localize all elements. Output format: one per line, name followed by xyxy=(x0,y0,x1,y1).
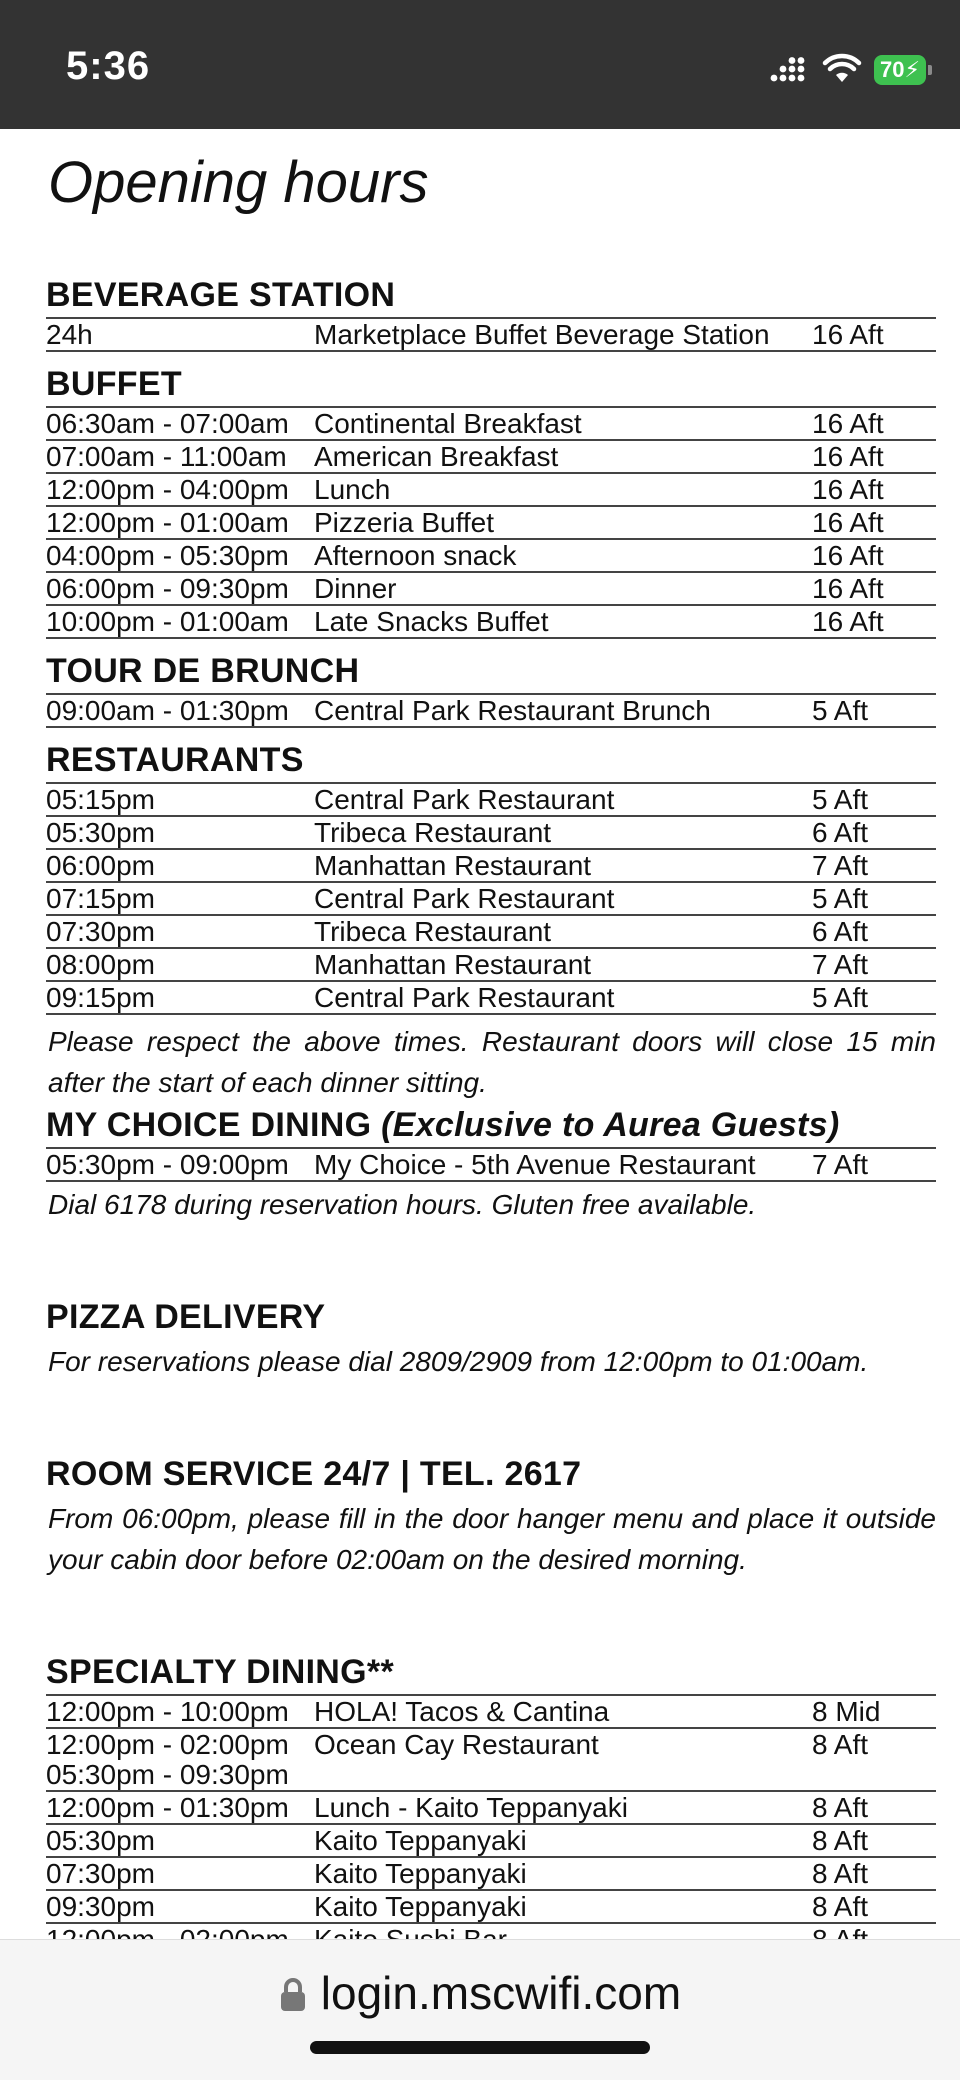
row-venue: Tribeca Restaurant xyxy=(314,816,812,849)
row-time: 24h xyxy=(46,318,314,351)
row-time: 12:00pm - 01:30pm xyxy=(46,1791,314,1824)
row-time: 10:00pm - 01:00am xyxy=(46,605,314,638)
row-time: 09:30pm xyxy=(46,1890,314,1923)
url-text: login.mscwifi.com xyxy=(320,1967,682,2019)
row-venue: Ocean Cay Restaurant xyxy=(314,1728,812,1791)
row-deck: 7 Aft xyxy=(812,1148,936,1181)
pizza-note: For reservations please dial 2809/2909 from 12:00pm to 01:00am. xyxy=(48,1346,869,1377)
status-icons xyxy=(770,50,926,90)
row-deck: 5 Aft xyxy=(812,882,936,915)
row-time: 08:00pm xyxy=(46,948,314,981)
buffet-table xyxy=(46,406,936,639)
brunch-table xyxy=(46,693,936,728)
section-title-specialty: SPECIALTY DINING** xyxy=(46,1653,394,1691)
row-venue: American Breakfast xyxy=(314,440,812,473)
row-deck: 16 Aft xyxy=(812,318,936,351)
beverage-table xyxy=(46,317,936,352)
section-title-restaurants: RESTAURANTS xyxy=(46,741,304,779)
home-indicator xyxy=(310,2041,650,2054)
section-title-pizza: PIZZA DELIVERY xyxy=(46,1298,326,1336)
row-deck: 5 Aft xyxy=(812,783,936,816)
browser-address-bar[interactable] xyxy=(0,1939,960,2080)
row-deck: 7 Aft xyxy=(812,948,936,981)
table-row xyxy=(46,318,936,351)
row-deck: 16 Aft xyxy=(812,539,936,572)
row-deck: 7 Aft xyxy=(812,849,936,882)
row-deck: 8 Aft xyxy=(812,1791,936,1824)
row-deck: 8 Aft xyxy=(812,1728,936,1791)
row-deck: 5 Aft xyxy=(812,694,936,727)
page-title: Opening hours xyxy=(48,150,429,215)
table-row xyxy=(46,1824,936,1857)
row-deck: 8 Mid xyxy=(812,1695,936,1728)
row-deck: 6 Aft xyxy=(812,915,936,948)
row-deck: 16 Aft xyxy=(812,605,936,638)
row-time: 04:00pm - 05:30pm xyxy=(46,539,314,572)
restaurants-table xyxy=(46,782,936,1015)
row-time: 07:30pm xyxy=(46,915,314,948)
status-bar xyxy=(0,0,960,129)
row-deck: 16 Aft xyxy=(812,473,936,506)
table-row xyxy=(46,1148,936,1181)
row-time: 05:30pm - 09:00pm xyxy=(46,1148,314,1181)
row-deck: 8 Aft xyxy=(812,1824,936,1857)
restaurants-note: Please respect the above times. Restaurant doors will close 15 min after the start of each dinner sitting. xyxy=(48,1026,936,1098)
row-venue: Lunch xyxy=(314,473,812,506)
table-row xyxy=(46,1728,936,1791)
section-title-mychoice xyxy=(46,1103,936,1147)
row-venue: Manhattan Restaurant xyxy=(314,948,812,981)
table-row xyxy=(46,1890,936,1923)
table-row xyxy=(46,948,936,981)
row-venue: Afternoon snack xyxy=(314,539,812,572)
row-time: 12:00pm - 04:00pm xyxy=(46,473,314,506)
roomservice-note: From 06:00pm, please fill in the door hanger menu and place it outside your cabin door before 02:00am on the desired morning. xyxy=(48,1503,936,1575)
row-venue: Tribeca Restaurant xyxy=(314,915,812,948)
row-time: 07:00am - 11:00am xyxy=(46,440,314,473)
row-venue: Kaito Teppanyaki xyxy=(314,1890,812,1923)
lock-icon xyxy=(279,1977,307,2013)
table-row xyxy=(46,506,936,539)
table-row xyxy=(46,981,936,1014)
row-venue: Late Snacks Buffet xyxy=(314,605,812,638)
row-deck: 16 Aft xyxy=(812,572,936,605)
section-title-roomservice: ROOM SERVICE 24/7 | TEL. 2617 xyxy=(46,1455,582,1493)
row-venue: Dinner xyxy=(314,572,812,605)
table-row xyxy=(46,572,936,605)
row-deck: 16 Aft xyxy=(812,506,936,539)
row-venue: Continental Breakfast xyxy=(314,407,812,440)
row-deck: 16 Aft xyxy=(812,407,936,440)
table-row xyxy=(46,694,936,727)
row-time: 06:00pm - 09:30pm xyxy=(46,572,314,605)
row-time: 05:15pm xyxy=(46,783,314,816)
row-venue: Central Park Restaurant xyxy=(314,783,812,816)
row-venue: Marketplace Buffet Beverage Station xyxy=(314,318,812,351)
table-row xyxy=(46,605,936,638)
row-venue: Kaito Teppanyaki xyxy=(314,1824,812,1857)
table-row xyxy=(46,473,936,506)
wifi-icon xyxy=(824,56,860,84)
row-deck: 8 Aft xyxy=(812,1890,936,1923)
row-time: 06:30am - 07:00am xyxy=(46,407,314,440)
mychoice-note: Dial 6178 during reservation hours. Gluten free available. xyxy=(48,1189,757,1220)
table-row xyxy=(46,915,936,948)
mychoice-table xyxy=(46,1147,936,1182)
section-title-buffet: BUFFET xyxy=(46,365,182,403)
row-venue: My Choice - 5th Avenue Restaurant xyxy=(314,1148,812,1181)
row-venue: HOLA! Tacos & Cantina xyxy=(314,1695,812,1728)
row-venue: Central Park Restaurant Brunch xyxy=(314,694,812,727)
table-row xyxy=(46,1695,936,1728)
table-row xyxy=(46,1791,936,1824)
url-display[interactable] xyxy=(0,1966,960,2020)
row-time: 09:00am - 01:30pm xyxy=(46,694,314,727)
row-time: 09:15pm xyxy=(46,981,314,1014)
table-row xyxy=(46,1857,936,1890)
row-venue: Lunch - Kaito Teppanyaki xyxy=(314,1791,812,1824)
row-time: 12:00pm - 01:00am xyxy=(46,506,314,539)
row-time: 12:00pm - 10:00pm xyxy=(46,1695,314,1728)
row-time: 05:30pm xyxy=(46,1824,314,1857)
row-venue: Central Park Restaurant xyxy=(314,981,812,1014)
row-venue: Kaito Teppanyaki xyxy=(314,1857,812,1890)
mychoice-title: MY CHOICE DINING xyxy=(46,1106,372,1144)
table-row xyxy=(46,882,936,915)
section-title-beverage: BEVERAGE STATION xyxy=(46,276,396,314)
status-time: 5:36 xyxy=(66,44,151,88)
battery-icon: 70 ⚡ xyxy=(874,55,926,85)
row-time: 07:30pm xyxy=(46,1857,314,1890)
row-deck: 8 Aft xyxy=(812,1857,936,1890)
row-deck: 6 Aft xyxy=(812,816,936,849)
row-time xyxy=(46,1728,314,1791)
row-time: 07:15pm xyxy=(46,882,314,915)
row-deck: 5 Aft xyxy=(812,981,936,1014)
row-time: 05:30pm xyxy=(46,816,314,849)
mychoice-subtitle: (Exclusive to Aurea Guests) xyxy=(381,1106,840,1144)
table-row xyxy=(46,539,936,572)
battery-level: 70 xyxy=(880,57,905,82)
table-row xyxy=(46,816,936,849)
page-content xyxy=(46,129,936,1939)
row-venue: Pizzeria Buffet xyxy=(314,506,812,539)
table-row xyxy=(46,783,936,816)
section-title-brunch: TOUR DE BRUNCH xyxy=(46,652,360,690)
table-row xyxy=(46,407,936,440)
row-venue: Manhattan Restaurant xyxy=(314,849,812,882)
row-time-1: 12:00pm - 02:00pm xyxy=(46,1729,289,1760)
row-deck: 16 Aft xyxy=(812,440,936,473)
table-row xyxy=(46,440,936,473)
row-time-2: 05:30pm - 09:30pm xyxy=(46,1759,289,1790)
signal-icon xyxy=(770,57,810,83)
row-time: 06:00pm xyxy=(46,849,314,882)
row-venue: Central Park Restaurant xyxy=(314,882,812,915)
table-row xyxy=(46,849,936,882)
